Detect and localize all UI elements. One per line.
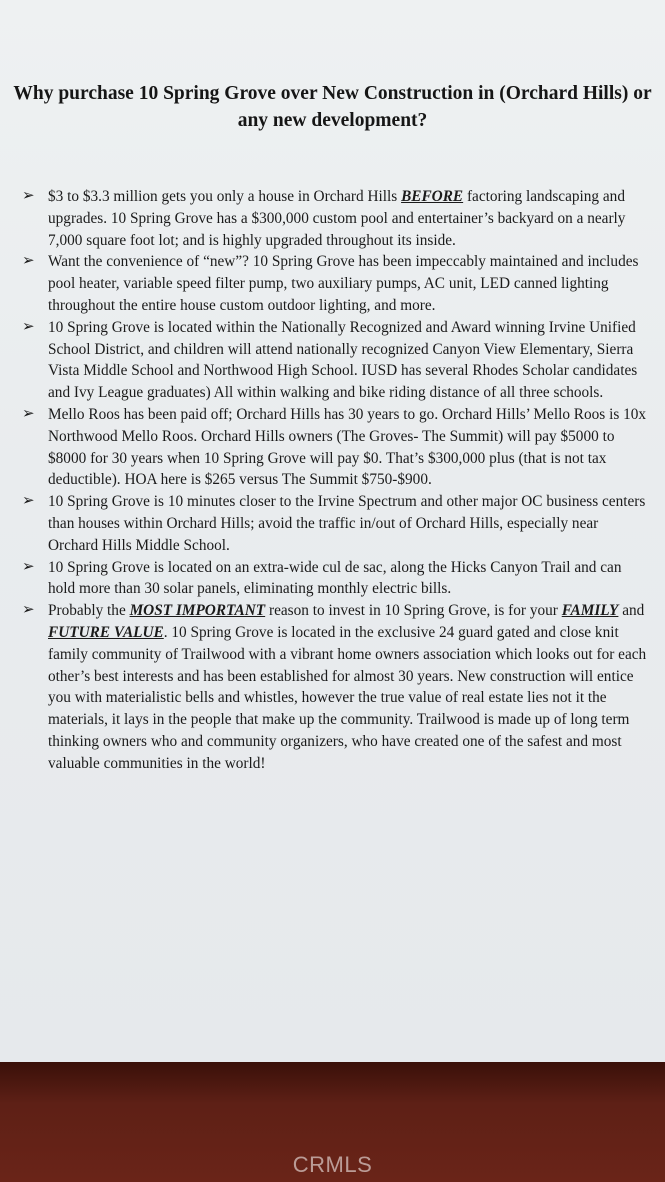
emphasis-text: MOST IMPORTANT bbox=[129, 602, 266, 620]
bullet-text: 10 Spring Grove is located on an extra-wide cul de sac, along the Hicks Canyon Trail and can hold more than 30 solar panels, eliminating monthly electric bills. bbox=[48, 558, 622, 598]
document-title: Why purchase 10 Spring Grove over New Construction in (Orchard Hills) or any new development? bbox=[13, 83, 652, 131]
bullet-text: Want the convenience of “new”? 10 Spring Grove has been impeccably maintained and includes pool heater, variable speed filter pump, two auxiliary pumps, AC unit, LED canned lighting throughout the entire house custom outdoor lighting, and more. bbox=[48, 253, 639, 314]
emphasis-text: FUTURE VALUE bbox=[48, 623, 164, 641]
bullet-text: and bbox=[618, 602, 645, 620]
emphasis-text: BEFORE bbox=[401, 188, 464, 205]
bullet-text: 10 Spring Grove is 10 minutes closer to the Irvine Spectrum and other major OC business centers than houses within Orchard Hills; avoid the traffic in/out of Orchard Hills, especially near Orchard Hills Middle School. bbox=[48, 493, 646, 554]
bullet-text: Mello Roos has been paid off; Orchard Hills has 30 years to go. Orchard Hills’ Mello Roos is 10x Northwood Mello Roos. Orchard Hills owners (The Groves- The Summit) will pay $5000 to $8000 for 30 years when 10 Spring Grove will pay $0. That’s $300,000 plus (that is not tax deductible). HOA here is $265 versus The Summit $750-$900. bbox=[48, 405, 647, 489]
arrow-bullet-icon: ➢ bbox=[22, 188, 35, 204]
arrow-bullet-icon: ➢ bbox=[22, 558, 35, 575]
bullet-text: . 10 Spring Grove is located in the exclusive 24 guard gated and close knit family community of Trailwood with a vibrant home owners association which looks out for each other’s best interests and has been established for almost 30 years. New construction will entice you with materialistic bells and whistles, however the true value of real estate lies not it the materials, it lays in the people that make up the community. Trailwood is made up of long term thinking owners who and community organizers, who have created one of the safest and most valuable communities in the world! bbox=[48, 623, 647, 772]
list-item bbox=[22, 251, 648, 316]
arrow-bullet-icon: ➢ bbox=[22, 493, 35, 510]
list-item bbox=[22, 600, 648, 774]
list-item bbox=[22, 186, 648, 251]
list-item bbox=[22, 317, 648, 404]
bullet-text: reason to invest in 10 Spring Grove, is for your bbox=[265, 602, 562, 620]
bullet-list bbox=[22, 186, 648, 775]
list-item bbox=[22, 491, 648, 556]
bullet-text: Probably the bbox=[48, 602, 130, 620]
bullet-text: $3 to $3.3 million gets you only a house in Orchard Hills bbox=[48, 188, 402, 205]
bullet-text: factoring landscaping and upgrades. 10 Spring Grove has a $300,000 custom pool and entertainer’s backyard on a nearly 7,000 square foot lot; and is highly upgraded throughout its inside. bbox=[48, 188, 626, 249]
list-item bbox=[22, 557, 648, 601]
arrow-bullet-icon: ➢ bbox=[22, 253, 35, 270]
arrow-bullet-icon: ➢ bbox=[22, 602, 35, 619]
emphasis-text: FAMILY bbox=[561, 602, 619, 620]
list-item bbox=[22, 404, 648, 491]
arrow-bullet-icon: ➢ bbox=[22, 318, 35, 335]
arrow-bullet-icon: ➢ bbox=[22, 405, 35, 422]
bullet-text: 10 Spring Grove is located within the Nationally Recognized and Award winning Irvine Unified School District, and children will attend nationally recognized Canyon View Elementary, Sierra Vista Middle School and Northwood High School. IUSD has several Rhodes Scholar candidates and Ivy League graduates) All within walking and bike riding distance of all three schools. bbox=[48, 318, 638, 402]
crmls-watermark: CRMLS bbox=[292, 1152, 373, 1177]
